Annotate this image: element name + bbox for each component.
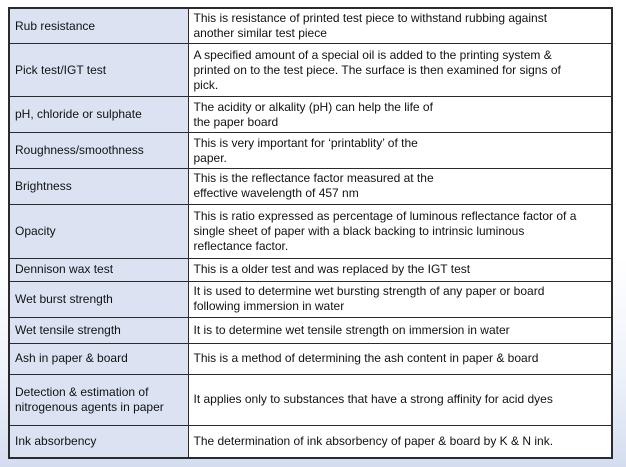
property-cell: Detection & estimation of nitrogenous agents in paper [9,374,188,425]
property-cell: Rub resistance [9,8,188,44]
table-row [9,133,612,169]
table-row [9,204,612,258]
table-row [9,318,612,344]
property-cell: Wet burst strength [9,281,188,318]
description-cell: This is resistance of printed test piece to withstand rubbing against another similar test piece [188,8,612,44]
property-cell: Ink absorbency [9,425,188,458]
property-cell: Opacity [9,204,188,258]
description-cell: The determination of ink absorbency of paper & board by K & N ink. [188,425,612,458]
table-row [9,259,612,282]
property-cell: Brightness [9,169,188,205]
paper-tests-table [8,7,613,459]
description-cell: It applies only to substances that have a strong affinity for acid dyes [188,374,612,425]
table-row [9,169,612,205]
description-cell: This is ratio expressed as percentage of luminous reflectance factor of a single sheet of paper with a black backing to intrinsic luminous reflectance factor. [188,204,612,258]
table-row [9,425,612,458]
property-cell: Wet tensile strength [9,318,188,344]
table-row [9,44,612,97]
table-row [9,8,612,44]
description-cell: This is very important for ‘printablity’ of the paper. [188,133,612,169]
description-cell: The acidity or alkality (pH) can help the life of the paper board [188,97,612,133]
property-cell: Pick test/IGT test [9,44,188,97]
property-cell: pH, chloride or sulphate [9,97,188,133]
description-cell: It is to determine wet tensile strength on immersion in water [188,318,612,344]
description-cell: This is a method of determining the ash content in paper & board [188,343,612,374]
property-cell: Roughness/smoothness [9,133,188,169]
table-row [9,281,612,318]
description-cell: It is used to determine wet bursting strength of any paper or board following immersion in water [188,281,612,318]
table-row [9,97,612,133]
property-cell: Dennison wax test [9,259,188,282]
description-cell: This is a older test and was replaced by the IGT test [188,259,612,282]
description-cell: A specified amount of a special oil is added to the printing system & printed on to the test piece. The surface is then examined for signs of pick. [188,44,612,97]
description-cell: This is the reflectance factor measured at the effective wavelength of 457 nm [188,169,612,205]
table-row [9,343,612,374]
table-row [9,374,612,425]
property-cell: Ash in paper & board [9,343,188,374]
